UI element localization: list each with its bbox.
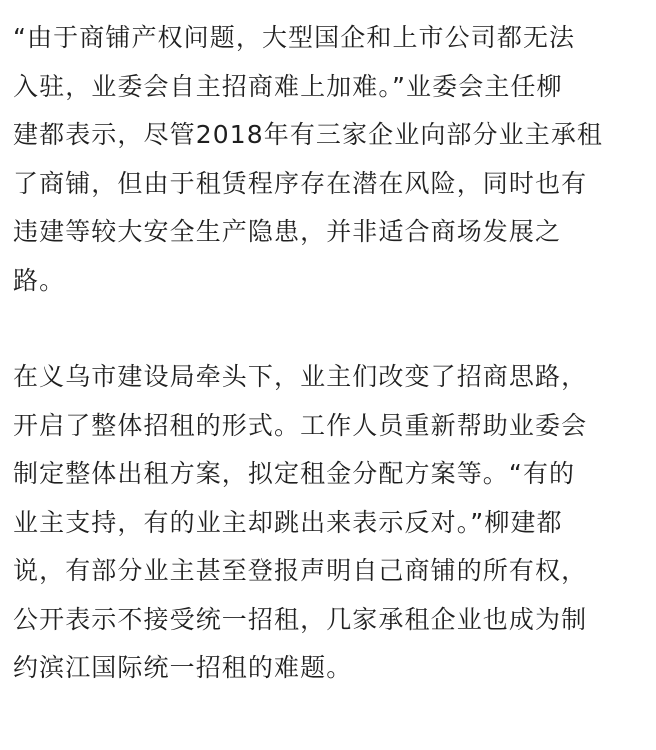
text-line: 了商铺，但由于租赁程序存在潜在风险，同时也有 [13, 168, 588, 198]
text-line: 入驻，业委会自主招商难上加难。”业委会主任柳 [13, 71, 563, 101]
text-line: 开启了整体招租的形式。工作人员重新帮助业委会 [13, 410, 588, 440]
text-line: “由于商铺产权问题，大型国企和上市公司都无法 [13, 23, 576, 52]
paragraph-1 [13, 0, 645, 305]
text-line: 说，有部分业主甚至登报声明自己商铺的所有权， [13, 556, 588, 585]
article-body [13, 0, 645, 693]
text-line: 建都表示，尽管2018年有三家企业向部分业主承租 [13, 120, 604, 149]
text-line: 违建等较大安全生产隐患，并非适合商场发展之 [13, 217, 562, 246]
text-line: 制定整体出租方案，拟定租金分配方案等。“有的 [13, 459, 576, 488]
text-line: 路。 [13, 265, 66, 295]
text-line: 公开表示不接受统一招租，几家承租企业也成为制 [13, 604, 588, 634]
paragraph-2 [13, 353, 645, 693]
text-line: 业主支持，有的业主却跳出来表示反对。”柳建都 [13, 507, 563, 537]
text-line: 在义乌市建设局牵头下，业主们改变了招商思路， [13, 362, 588, 391]
text-line: 约滨江国际统一招租的难题。 [13, 653, 353, 682]
